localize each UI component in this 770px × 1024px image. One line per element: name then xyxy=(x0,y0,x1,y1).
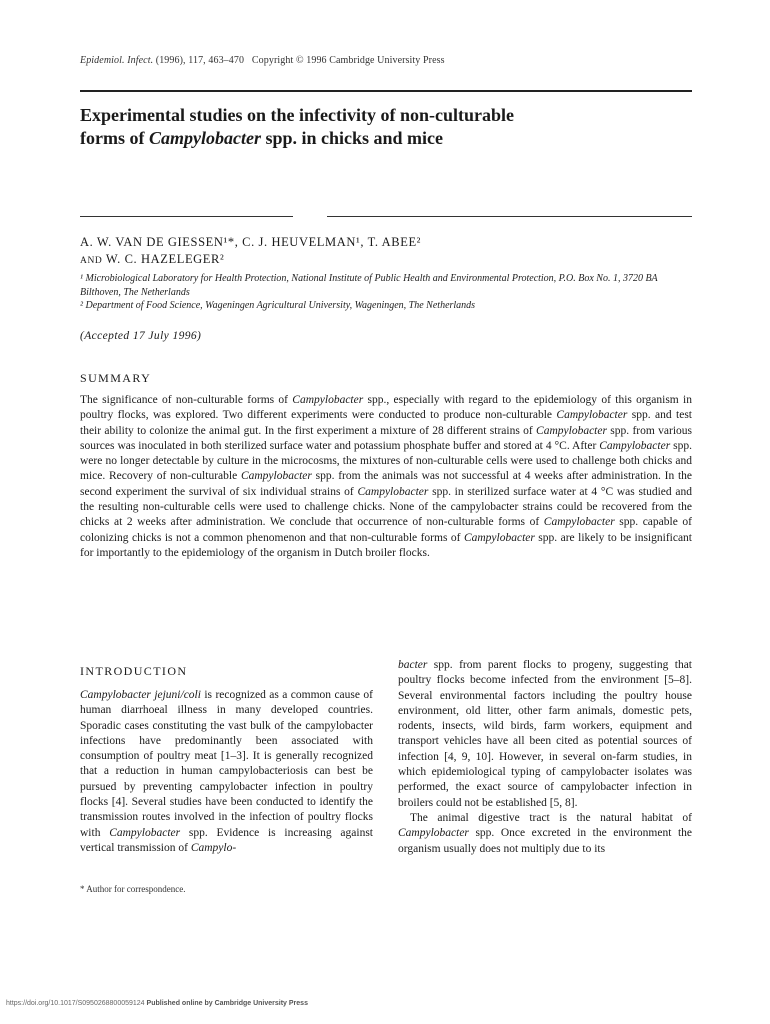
authors-line-1: A. W. VAN DE GIESSEN¹*, C. J. HEUVELMAN¹, T. ABEE² xyxy=(80,235,422,249)
author-list xyxy=(80,234,692,270)
authors-last: W. C. HAZELEGER² xyxy=(102,252,225,266)
affiliation-2: ² Department of Food Science, Wageningen Agricultural University, Wageningen, The Netherlands xyxy=(80,300,476,311)
doi-link[interactable]: https://doi.org/10.1017/S0950268800059124 xyxy=(6,1000,145,1007)
affiliations xyxy=(80,272,692,313)
published-note: Published online by Cambridge University Press xyxy=(144,1000,308,1007)
copyright: Copyright © 1996 Cambridge University Press xyxy=(251,55,445,66)
title-genus: Campylobacter xyxy=(148,128,261,148)
authors-line-2 xyxy=(80,251,692,270)
title-text-end: spp. in chicks and mice xyxy=(260,128,444,148)
journal-name: Epidemiol. Infect. xyxy=(80,55,154,66)
citation: (1996), 117, 463–470 xyxy=(155,55,245,66)
separator-rule-right xyxy=(327,216,692,217)
running-header xyxy=(80,55,445,66)
article-title xyxy=(80,104,680,150)
separator-rule-left xyxy=(80,216,293,217)
footer xyxy=(6,1000,308,1007)
accepted-date: (Accepted 17 July 1996) xyxy=(80,330,202,342)
summary-text: The significance of non-culturable forms of Campylobacter spp., especially with regard to the epidemiology of this organism in poultry flocks, was explored. Two different experiments were conducted to produce non-culturable Campylobacter spp. and test their ability to colonize the animal gut. In the first experiment a mixture of 28 different strains of Campylobacter spp. from various sources was inoculated in both sterilized surface water and potassium phosphate buffer and stored at 4 °C. After Campylobacter spp. were no longer detectable by culture in the microcosms, the mixtures of non-culturable cells were used to challenge both chicks and mice. Recovery of non-culturable Campylobacter spp. from the animals was not successful at 4 weeks after administration. In the second experiment the survival of six individual strains of Campylobacter spp. in sterilized surface water at 4 °C was studied and the resulting non-culturable cells were used to challenge chicks. None of the campylobacter strains could be recovered from the chicks at 2 weeks after administration. We conclude that occurrence of non-culturable forms of Campylobacter spp. capable of colonizing chicks is not a common phenomenon and that non-culturable forms of Campylobacter spp. are likely to be insignificant for importantly to the epidemiology of the organism in Dutch broiler flocks. xyxy=(80,394,693,559)
title-text: forms of xyxy=(80,128,149,148)
summary-heading: SUMMARY xyxy=(80,371,152,385)
authors-and: AND xyxy=(80,256,103,266)
intro-column-left: Campylobacter jejuni/coli is recognized as a common cause of human diarrhoeal illness in many developed countries. Sporadic cases constituting the vast bulk of the campylobacter infections have predominantly been associated with consumption of poultry meat [1–3]. It is generally recognized that a reduction in human campylobacteriosis can best be pursued by preventing campylobacter infection in poultry flocks [4]. Several studies have been conducted to identify the transmission routes involved in the infection of poultry flocks with Campylobacter spp. Evidence is increasing against vertical transmission of Campylo- xyxy=(80,689,373,854)
intro-column-right: bacter spp. from parent flocks to progeny, suggesting that poultry flocks become infected from the environment [5–8]. Several environmental factors including the poultry house environment, old litter, other farm animals, domestic pets, rodents, insects, wild birds, farm workers, equipment and transport vehicles have all been cited as potential sources of infection [4, 9, 10]. However, in several on-farm studies, in which epidemiological typing of campylobacter isolates was performed, the exact source of campylobacter infection in broilers could not be established [5, 8]. The animal digestive tract is the natural habitat of Campylobacter spp. Once excreted in the environment the organism usually does not multiply due to its xyxy=(398,659,692,855)
affiliation-1: ¹ Microbiological Laboratory for Health Protection, National Institute of Public Health and Environmental Protection, P.O. Box No. 1, 3720 BA Bilthoven, The Netherlands xyxy=(80,273,658,298)
title-line-1: Experimental studies on the infectivity of non-culturable xyxy=(80,105,514,125)
introduction-heading: INTRODUCTION xyxy=(80,664,188,678)
header-rule xyxy=(80,90,692,92)
title-line-2 xyxy=(80,127,680,150)
footnote: * Author for correspondence. xyxy=(80,884,186,894)
